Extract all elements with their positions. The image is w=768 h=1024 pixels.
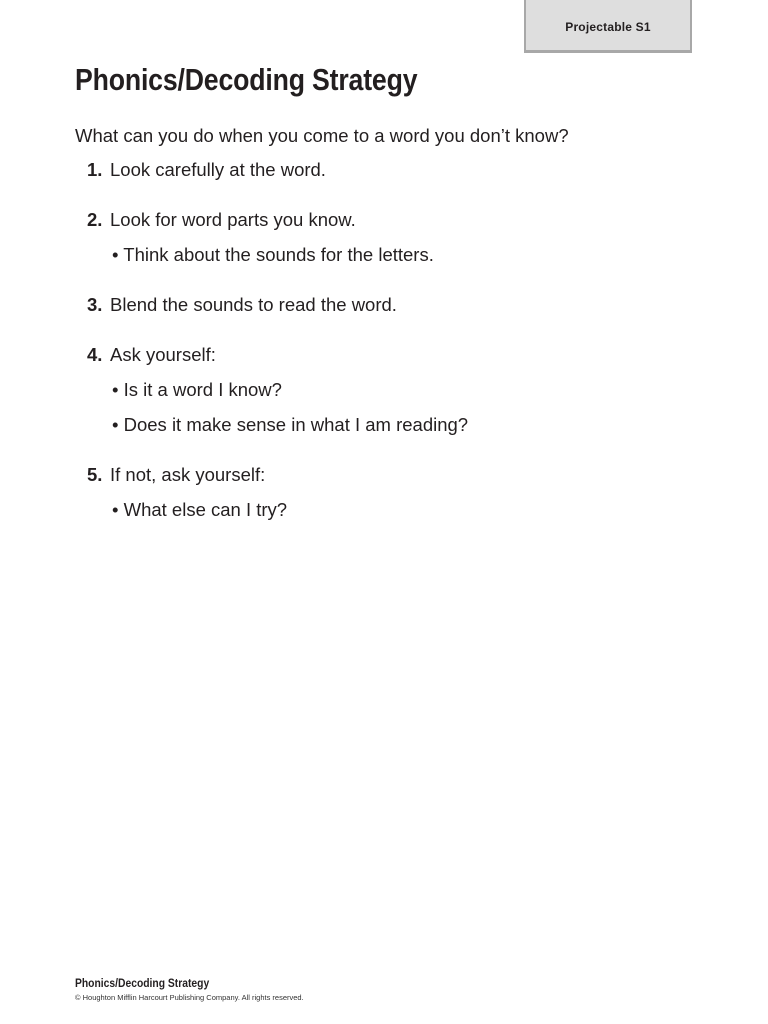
page-title: Phonics/Decoding Strategy — [75, 62, 418, 97]
bullet-item: • Is it a word I know? — [112, 379, 282, 400]
step-text: Blend the sounds to read the word. — [110, 294, 397, 315]
step-number: 4. — [87, 344, 103, 365]
bullet-item: • What else can I try? — [112, 499, 288, 520]
footer-title: Phonics/Decoding Strategy — [75, 976, 210, 990]
step-number: 2. — [87, 209, 103, 230]
footer-copyright: © Houghton Mifflin Harcourt Publishing Company. All rights reserved. — [75, 993, 304, 1002]
step-text: Look for word parts you know. — [110, 209, 356, 230]
intro-question: What can you do when you come to a word you don’t know? — [75, 125, 569, 146]
bullet-item: • Think about the sounds for the letters. — [112, 244, 434, 265]
step-text: Look carefully at the word. — [110, 159, 326, 180]
step-number: 1. — [87, 159, 103, 180]
step-number: 5. — [87, 464, 103, 485]
step-number: 3. — [87, 294, 103, 315]
projectable-tab — [524, 0, 692, 53]
step-text: Ask yourself: — [110, 344, 216, 365]
bullet-item: • Does it make sense in what I am reading? — [112, 414, 469, 435]
step-text: If not, ask yourself: — [110, 464, 266, 485]
projectable-label: Projectable S1 — [565, 20, 651, 34]
